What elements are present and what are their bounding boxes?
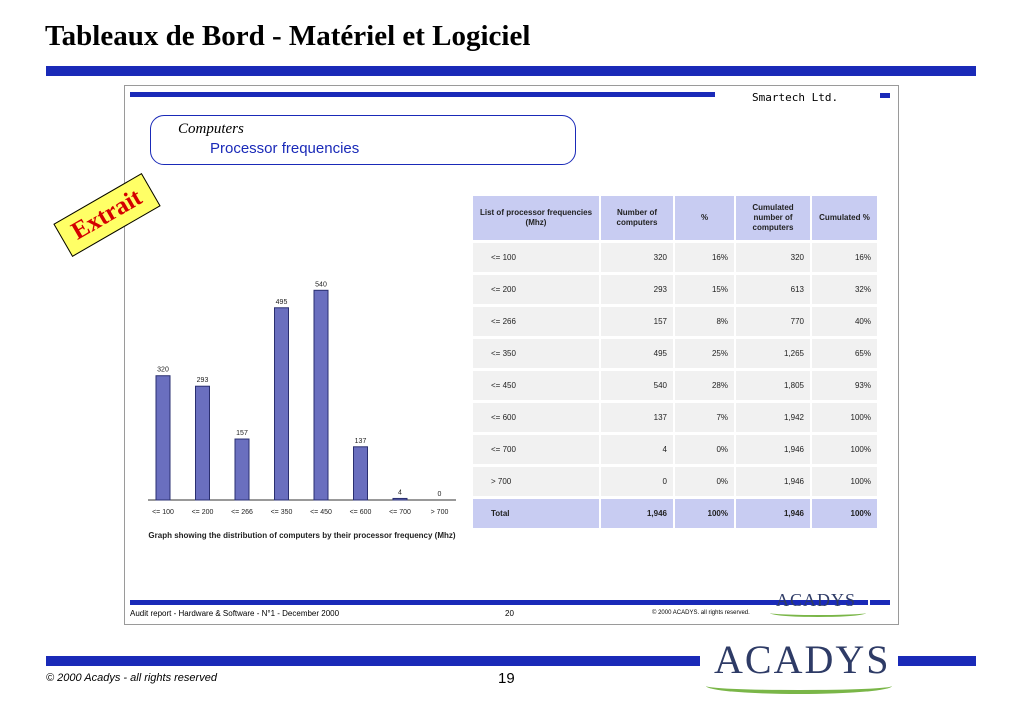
chart-tick-label: <= 350 (270, 509, 293, 516)
chart-tick-label: <= 600 (349, 509, 372, 516)
table-cell: 100% (812, 435, 877, 467)
table-cell: 137 (601, 403, 675, 435)
table-cell: 8% (675, 307, 736, 339)
table-row (473, 435, 877, 467)
chart-bar (196, 386, 210, 500)
table-cell: <= 350 (473, 339, 601, 371)
table-total-cell: Total (473, 499, 601, 531)
report-heading-category: Computers (178, 121, 244, 137)
table-cell: 32% (812, 275, 877, 307)
table-cell: 65% (812, 339, 877, 371)
table-row (473, 307, 877, 339)
chart-data-label: 157 (236, 430, 248, 438)
chart-data-label: 0 (437, 491, 442, 498)
table-cell: <= 200 (473, 275, 601, 307)
table-cell: 0% (675, 467, 736, 499)
table-cell: 1,942 (736, 403, 812, 435)
table-cell: 540 (601, 371, 675, 403)
report-footer-right: © 2000 ACADYS. all rights reserved. (652, 610, 750, 616)
table-cell: <= 450 (473, 371, 601, 403)
table-row (473, 403, 877, 435)
report-bottom-rule-end (870, 600, 890, 605)
table-cell: 157 (601, 307, 675, 339)
table-total-cell: 100% (812, 499, 877, 531)
chart-tick-label: <= 450 (310, 509, 332, 516)
table-row (473, 371, 877, 403)
table-cell: <= 600 (473, 403, 601, 435)
chart-bar (275, 308, 289, 500)
table-row (473, 275, 877, 307)
report-footer-page: 20 (505, 609, 514, 618)
slide-bottom-rule (46, 656, 700, 666)
chart-bar (393, 498, 407, 500)
table-cell: 0% (675, 435, 736, 467)
extract-stamp: Extrait (53, 173, 160, 257)
table-cell: <= 100 (473, 243, 601, 275)
chart-tick-label: <= 100 (152, 509, 174, 516)
page-title: Tableaux de Bord - Matériel et Logiciel (45, 20, 531, 52)
table-header: Cumulated number of computers (736, 196, 812, 243)
table-cell: 1,946 (736, 435, 812, 467)
table-header: List of processor frequencies (Mhz) (473, 196, 601, 243)
chart-tick-label: <= 700 (389, 509, 411, 516)
table-cell: 28% (675, 371, 736, 403)
table-cell: 40% (812, 307, 877, 339)
slide-page-number: 19 (498, 670, 515, 687)
chart-tick-label: <= 200 (191, 509, 214, 516)
table-cell: 1,265 (736, 339, 812, 371)
report-heading-subtitle: Processor frequencies (210, 140, 360, 157)
table-cell: <= 266 (473, 307, 601, 339)
logo-swoosh-small (770, 609, 866, 617)
table-cell: 25% (675, 339, 736, 371)
table-cell: 7% (675, 403, 736, 435)
chart-data-label: 495 (275, 298, 288, 306)
report-bottom-rule (130, 600, 868, 605)
chart-caption: Graph showing the distribution of computers by their processor frequency (Mhz) (148, 531, 456, 540)
table-total-cell: 100% (675, 499, 736, 531)
table-cell: 1,946 (736, 467, 812, 499)
chart-data-label: 540 (315, 281, 327, 289)
acadys-logo-large: ACADYS (714, 637, 891, 682)
logo-swoosh-large (706, 678, 892, 694)
chart-tick-label: <= 266 (231, 509, 253, 516)
table-cell: 0 (601, 467, 675, 499)
table-cell: 4 (601, 435, 675, 467)
table-header: Number of computers (601, 196, 675, 243)
table-cell: 320 (601, 243, 675, 275)
chart-bar (354, 447, 368, 500)
table-header-row (473, 196, 877, 243)
slide-bottom-rule-end (898, 656, 976, 666)
report-footer-left: Audit report - Hardware & Software - N°1 - December 2000 (130, 609, 340, 618)
chart-bar (156, 376, 170, 500)
table-cell: 613 (736, 275, 812, 307)
table-cell: 495 (601, 339, 675, 371)
chart-data-label: 293 (196, 377, 209, 385)
table-total-row (473, 499, 877, 531)
table-cell: 293 (601, 275, 675, 307)
table-cell: 320 (736, 243, 812, 275)
table-header: Cumulated % (812, 196, 877, 243)
frequency-table (473, 196, 877, 531)
copyright-notice: © 2000 Acadys - all rights reserved (46, 672, 217, 684)
chart-tick-label: > 700 (430, 509, 449, 516)
title-divider (46, 66, 976, 76)
acadys-logo-small: ACADYS (776, 590, 857, 610)
table-row (473, 339, 877, 371)
table-cell: 100% (812, 403, 877, 435)
table-row (473, 467, 877, 499)
table-row (473, 243, 877, 275)
report-top-rule-end (880, 93, 890, 98)
table-total-cell: 1,946 (736, 499, 812, 531)
table-header: % (675, 196, 736, 243)
table-cell: 100% (812, 467, 877, 499)
table-cell: 770 (736, 307, 812, 339)
company-name: Smartech Ltd. (752, 91, 839, 104)
chart-data-label: 320 (157, 366, 169, 374)
chart-data-label: 4 (398, 489, 402, 497)
table-cell: 93% (812, 371, 877, 403)
table-cell: 16% (675, 243, 736, 275)
table-cell: 15% (675, 275, 736, 307)
chart-bar (235, 439, 249, 500)
table-total-cell: 1,946 (601, 499, 675, 531)
chart-data-label: 137 (354, 437, 367, 445)
table-cell: <= 700 (473, 435, 601, 467)
report-top-rule (130, 92, 715, 97)
frequency-bar-chart (148, 250, 458, 525)
table-cell: > 700 (473, 467, 601, 499)
table-cell: 1,805 (736, 371, 812, 403)
chart-bar (314, 290, 328, 500)
table-cell: 16% (812, 243, 877, 275)
